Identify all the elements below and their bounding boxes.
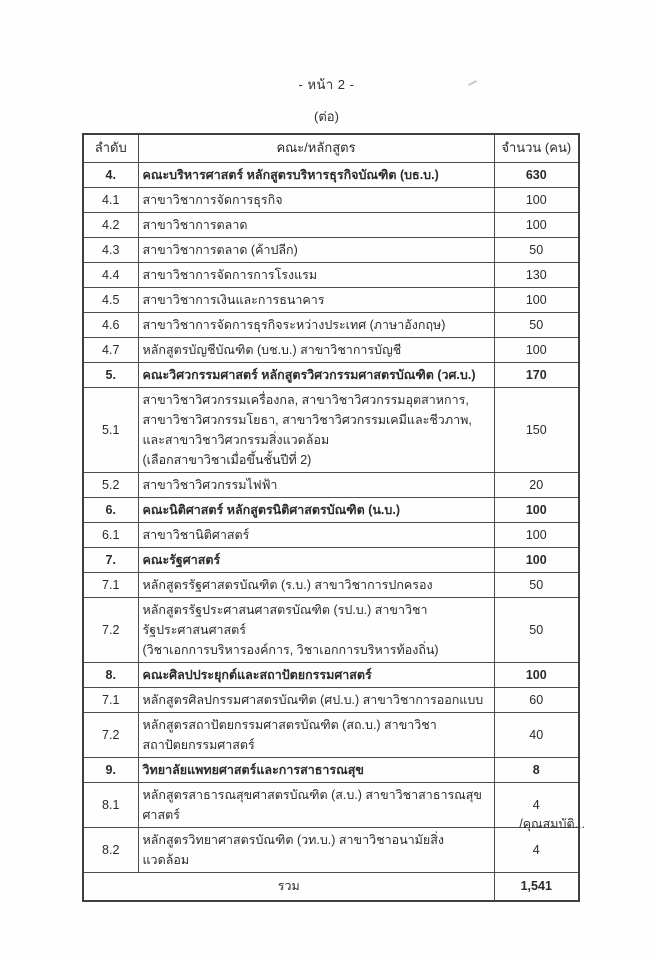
count-cell: 60 xyxy=(494,687,579,712)
program-name-cell: สาขาวิชาการตลาด xyxy=(138,212,494,237)
program-note: (เลือกสาขาวิชาเมื่อขึ้นชั้นปีที่ 2) xyxy=(142,452,312,467)
table-header-row xyxy=(83,134,579,162)
row-number-cell: 4. xyxy=(83,162,138,187)
row-number-cell: 8.1 xyxy=(83,782,138,827)
count-cell: 100 xyxy=(494,547,579,572)
row-number-cell: 7.1 xyxy=(83,687,138,712)
continuation-label: (ต่อ) xyxy=(314,109,339,124)
table-row xyxy=(83,162,579,187)
program-name-cell: หลักสูตรวิทยาศาสตรบัณฑิต (วท.บ.) สาขาวิชาอนามัยสิ่งแวดล้อม xyxy=(138,827,494,872)
table-row xyxy=(83,572,579,597)
program-name-cell: คณะวิศวกรรมศาสตร์ หลักสูตรวิศวกรรมศาสตรบัณฑิต (วศ.บ.) xyxy=(138,362,494,387)
row-number-cell: 4.4 xyxy=(83,262,138,287)
admission-table xyxy=(82,133,580,902)
header-cell-program: คณะ/หลักสูตร xyxy=(138,134,494,162)
count-cell: 130 xyxy=(494,262,579,287)
program-name-cell: คณะบริหารศาสตร์ หลักสูตรบริหารธุรกิจบัณฑิต (บธ.บ.) xyxy=(138,162,494,187)
row-number-cell: 8.2 xyxy=(83,827,138,872)
count-cell: 20 xyxy=(494,472,579,497)
row-number-cell: 5. xyxy=(83,362,138,387)
program-name-cell: หลักสูตรศิลปกรรมศาสตรบัณฑิต (ศป.บ.) สาขาวิชาการออกแบบ xyxy=(138,687,494,712)
program-name-cell: หลักสูตรสถาปัตยกรรมศาสตรบัณฑิต (สถ.บ.) สาขาวิชาสถาปัตยกรรมศาสตร์ xyxy=(138,712,494,757)
table-row xyxy=(83,237,579,262)
table-row xyxy=(83,547,579,572)
header-cell-no: ลำดับ xyxy=(83,134,138,162)
row-number-cell: 9. xyxy=(83,757,138,782)
count-cell: 100 xyxy=(494,287,579,312)
count-cell: 50 xyxy=(494,572,579,597)
row-number-cell: 8. xyxy=(83,662,138,687)
table-body xyxy=(83,162,579,872)
row-number-cell: 4.3 xyxy=(83,237,138,262)
row-number-cell: 7.2 xyxy=(83,712,138,757)
program-name-cell: สาขาวิชาการจัดการการโรงแรม xyxy=(138,262,494,287)
row-number-cell: 7.2 xyxy=(83,597,138,662)
program-name-cell: สาขาวิชาการจัดการธุรกิจ xyxy=(138,187,494,212)
count-cell: 40 xyxy=(494,712,579,757)
program-name-cell: หลักสูตรสาธารณสุขศาสตรบัณฑิต (ส.บ.) สาขาวิชาสาธารณสุขศาสตร์ xyxy=(138,782,494,827)
row-number-cell: 6. xyxy=(83,497,138,522)
count-cell: 150 xyxy=(494,387,579,472)
row-number-cell: 6.1 xyxy=(83,522,138,547)
count-cell: 4 xyxy=(494,827,579,872)
row-number-cell: 4.5 xyxy=(83,287,138,312)
program-name-cell: สาขาวิชาการเงินและการธนาคาร xyxy=(138,287,494,312)
program-name-cell: สาขาวิชาวิศวกรรมไฟฟ้า xyxy=(138,472,494,497)
count-cell: 100 xyxy=(494,337,579,362)
program-name-cell: คณะนิติศาสตร์ หลักสูตรนิติศาสตรบัณฑิต (น.บ.) xyxy=(138,497,494,522)
program-name-cell: สาขาวิชานิติศาสตร์ xyxy=(138,522,494,547)
table-row xyxy=(83,662,579,687)
count-cell: 100 xyxy=(494,662,579,687)
table-row xyxy=(83,312,579,337)
program-name-cell: หลักสูตรบัญชีบัณฑิต (บช.บ.) สาขาวิชาการบัญชี xyxy=(138,337,494,362)
program-name-cell: สาขาวิชาการจัดการธุรกิจระหว่างประเทศ (ภาษาอังกฤษ) xyxy=(138,312,494,337)
count-cell: 100 xyxy=(494,212,579,237)
table-row xyxy=(83,387,579,472)
table-row xyxy=(83,522,579,547)
count-cell: 100 xyxy=(494,497,579,522)
table-row xyxy=(83,712,579,757)
count-cell: 50 xyxy=(494,237,579,262)
count-cell: 4 xyxy=(494,782,579,827)
row-number-cell: 4.6 xyxy=(83,312,138,337)
count-cell: 100 xyxy=(494,522,579,547)
table-row xyxy=(83,187,579,212)
row-number-cell: 4.1 xyxy=(83,187,138,212)
table-row xyxy=(83,212,579,237)
count-cell: 170 xyxy=(494,362,579,387)
row-number-cell: 4.7 xyxy=(83,337,138,362)
row-number-cell: 5.1 xyxy=(83,387,138,472)
program-name-cell: คณะศิลปประยุกต์และสถาปัตยกรรมศาสตร์ xyxy=(138,662,494,687)
row-number-cell: 7. xyxy=(83,547,138,572)
table-row xyxy=(83,287,579,312)
table-row xyxy=(83,262,579,287)
total-row xyxy=(83,872,579,901)
page-footer: /คุณสมบัติ... xyxy=(519,817,585,831)
count-cell: 50 xyxy=(494,597,579,662)
table-row xyxy=(83,497,579,522)
table-row xyxy=(83,362,579,387)
table-row xyxy=(83,337,579,362)
count-cell: 630 xyxy=(494,162,579,187)
count-cell: 50 xyxy=(494,312,579,337)
row-number-cell: 7.1 xyxy=(83,572,138,597)
count-cell: 100 xyxy=(494,187,579,212)
program-name-cell: สาขาวิชาการตลาด (ค้าปลีก) xyxy=(138,237,494,262)
program-name-cell: หลักสูตรรัฐศาสตรบัณฑิต (ร.บ.) สาขาวิชาการปกครอง xyxy=(138,572,494,597)
total-label-cell: รวม xyxy=(83,872,494,901)
program-note: (วิชาเอกการบริหารองค์การ, วิชาเอกการบริหารท้องถิ่น) xyxy=(142,642,439,657)
program-name-cell: วิทยาลัยแพทยศาสตร์และการสาธารณสุข xyxy=(138,757,494,782)
table-row xyxy=(83,687,579,712)
program-name-cell: หลักสูตรรัฐประศาสนศาสตรบัณฑิต (รป.บ.) สาขาวิชารัฐประศาสนศาสตร์ (วิชาเอกการบริหารองค์การ, วิชาเอกการบริหารท้องถิ่น) xyxy=(138,597,494,662)
table-row xyxy=(83,472,579,497)
row-number-cell: 4.2 xyxy=(83,212,138,237)
program-name-cell: คณะรัฐศาสตร์ xyxy=(138,547,494,572)
table-row xyxy=(83,597,579,662)
program-name-cell: สาขาวิชาวิศวกรรมเครื่องกล, สาขาวิชาวิศวกรรมอุตสาหการ, สาขาวิชาวิศวกรรมโยธา, สาขาวิชาวิศวกรรมเคมีและชีวภาพ, และสาขาวิชาวิศวกรรมสิ่งแวดล้อม (เลือกสาขาวิชาเมื่อขึ้นชั้นปีที่ 2) xyxy=(138,387,494,472)
total-value-cell: 1,541 xyxy=(494,872,579,901)
count-cell: 8 xyxy=(494,757,579,782)
header-cell-count: จำนวน (คน) xyxy=(494,134,579,162)
table-row xyxy=(83,757,579,782)
page-title: - หน้า 2 - xyxy=(298,77,355,92)
row-number-cell: 5.2 xyxy=(83,472,138,497)
